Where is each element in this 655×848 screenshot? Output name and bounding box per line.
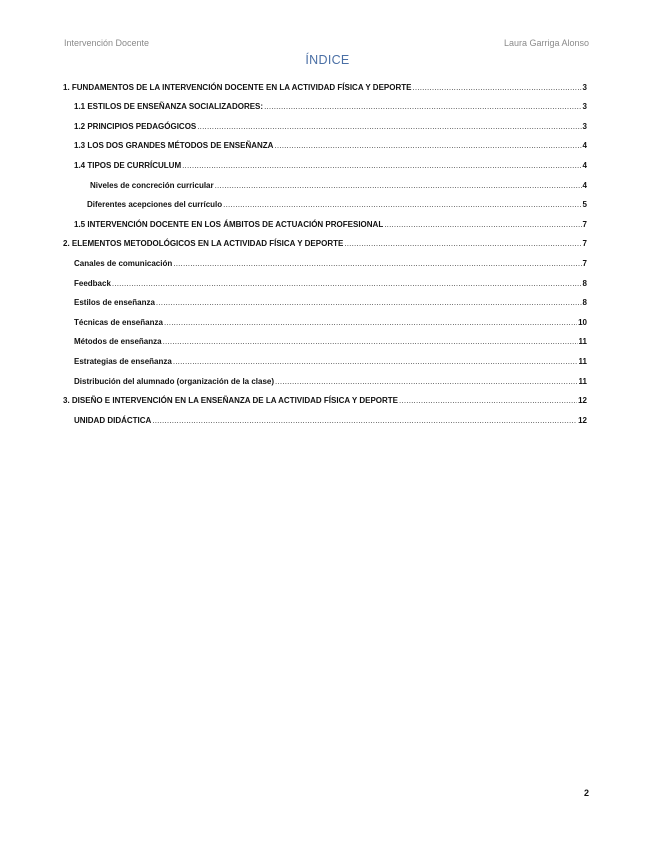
toc-entry-page: 11 [578,356,587,366]
toc-entry[interactable] [63,150,587,170]
toc-leader-dots [223,200,581,209]
toc-entry[interactable] [63,405,587,425]
toc-leader-dots [215,181,582,190]
toc-entry[interactable] [63,170,587,190]
toc-entry[interactable] [63,190,587,210]
toc-entry[interactable] [63,209,587,229]
page-number: 2 [583,788,589,798]
toc-leader-dots [164,318,577,327]
toc-entry[interactable] [63,327,587,347]
toc-entry-label: 1.2 PRINCIPIOS PEDAGÓGICOS [74,121,197,131]
toc-entry-label: Diferentes acepciones del currículo [87,200,223,210]
toc-entry-label: Técnicas de enseñanza [74,317,163,327]
toc-leader-dots [112,279,582,288]
toc-leader-dots [344,239,581,248]
table-of-contents [63,72,587,425]
toc-entry-page: 7 [582,219,587,229]
toc-entry-label: UNIDAD DIDÁCTICA [74,415,152,425]
toc-entry-page: 12 [578,415,587,425]
toc-entry-page: 5 [582,200,587,210]
toc-entry-label: Feedback [74,278,111,288]
toc-entry[interactable] [63,229,587,249]
toc-entry-page: 11 [578,376,587,386]
toc-entry-label: Niveles de concreción curricular [90,180,214,190]
toc-entry-page: 4 [582,141,587,151]
toc-leader-dots [197,122,581,131]
toc-entry[interactable] [63,72,587,92]
page-header [64,38,589,48]
toc-leader-dots [156,298,582,307]
toc-entry-label: 1.4 TIPOS DE CURRÍCULUM [74,160,182,170]
toc-entry-label: 1.5 INTERVENCIÓN DOCENTE EN LOS ÁMBITOS DE ACTUACIÓN PROFESIONAL [74,219,384,229]
toc-entry-page: 7 [582,258,587,268]
toc-leader-dots [182,161,581,170]
toc-entry-page: 3 [582,102,587,112]
toc-entry[interactable] [63,111,587,131]
toc-entry[interactable] [63,268,587,288]
toc-entry-page: 12 [578,396,587,406]
toc-entry-label: Estrategias de enseñanza [74,356,172,366]
toc-entry-page: 10 [578,317,587,327]
toc-entry[interactable] [63,386,587,406]
toc-leader-dots [399,396,577,405]
toc-entry[interactable] [63,248,587,268]
toc-entry[interactable] [63,366,587,386]
toc-leader-dots [412,83,581,92]
header-right-text: Laura Garriga Alonso [503,38,589,48]
toc-entry[interactable] [63,288,587,308]
toc-entry[interactable] [63,131,587,151]
toc-entry-label: 1. FUNDAMENTOS DE LA INTERVENCIÓN DOCENTE EN LA ACTIVIDAD FÍSICA Y DEPORTE [63,82,412,92]
toc-leader-dots [264,102,581,111]
toc-entry-label: Métodos de enseñanza [74,337,162,347]
toc-entry-label: 3. DISEÑO E INTERVENCIÓN EN LA ENSEÑANZA DE LA ACTIVIDAD FÍSICA Y DEPORTE [63,396,399,406]
toc-entry-page: 3 [582,121,587,131]
toc-entry-label: Distribución del alumnado (organización de la clase) [74,376,275,386]
toc-leader-dots [163,337,578,346]
toc-entry-label: Canales de comunicación [74,258,173,268]
toc-entry-label: 1.3 LOS DOS GRANDES MÉTODOS DE ENSEÑANZA [74,141,274,151]
toc-entry-page: 8 [582,298,587,308]
toc-entry-page: 11 [578,337,587,347]
toc-entry-page: 8 [582,278,587,288]
toc-leader-dots [274,141,581,150]
toc-leader-dots [275,377,577,386]
toc-entry-page: 3 [582,82,587,92]
toc-entry[interactable] [63,307,587,327]
toc-leader-dots [173,357,578,366]
toc-leader-dots [173,259,581,268]
toc-entry-label: 1.1 ESTILOS DE ENSEÑANZA SOCIALIZADORES: [74,102,264,112]
toc-entry[interactable] [63,92,587,112]
toc-entry-label: 2. ELEMENTOS METODOLÓGICOS EN LA ACTIVIDAD FÍSICA Y DEPORTE [63,239,344,249]
toc-entry-page: 4 [582,180,587,190]
toc-entry[interactable] [63,346,587,366]
header-left-text: Intervención Docente [64,38,150,48]
page-title: ÍNDICE [305,53,350,67]
toc-entry-label: Estilos de enseñanza [74,298,155,308]
toc-leader-dots [152,416,577,425]
toc-leader-dots [384,220,581,229]
toc-entry-page: 4 [582,160,587,170]
toc-entry-page: 7 [582,239,587,249]
